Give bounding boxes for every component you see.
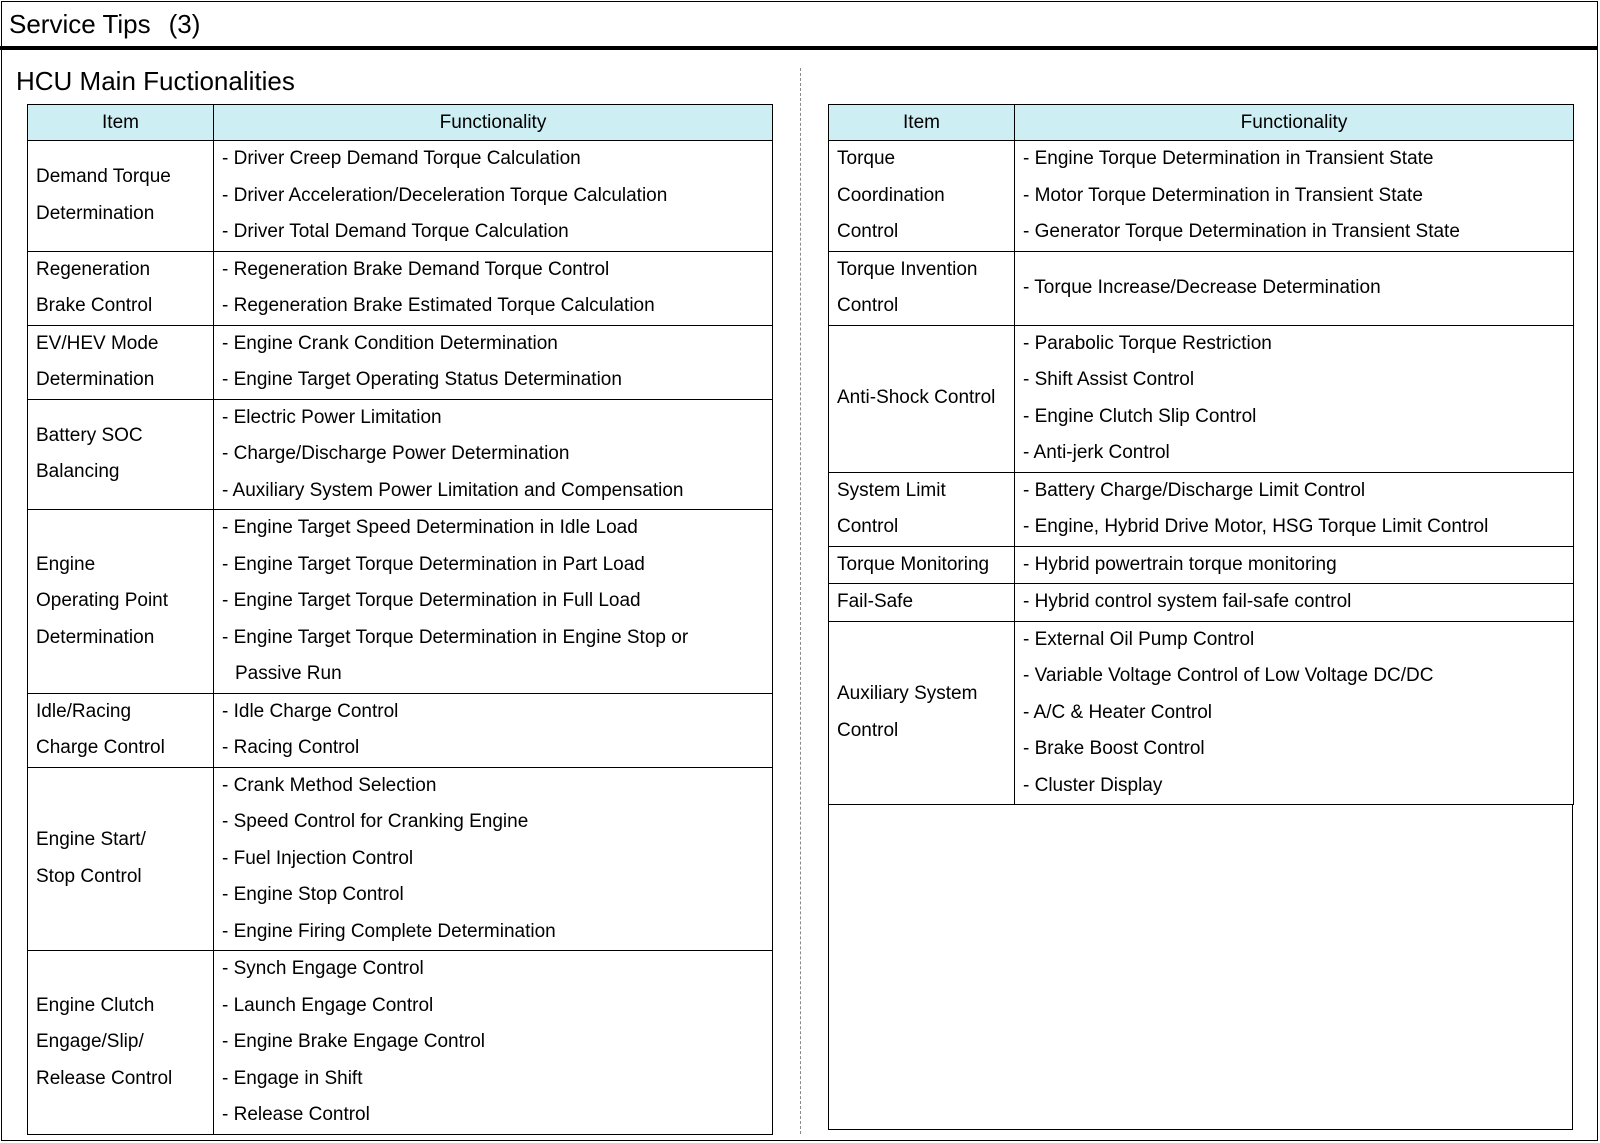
functionality-item: - Driver Total Demand Torque Calculation [222,221,569,242]
functionality-item: - Variable Voltage Control of Low Voltage DC/DC [1023,665,1434,686]
functionality-item: - Anti-jerk Control [1023,442,1170,463]
functionality-item: - Generator Torque Determination in Transient State [1023,221,1460,242]
table-row [28,693,773,767]
functionality-cell [1015,584,1574,622]
item-column-header: Item [829,105,1015,141]
title-label: Service Tips [9,9,151,39]
functionality-table-right [828,104,1574,805]
functionality-cell [1015,325,1574,472]
item-cell: Battery SOC Balancing [28,399,214,510]
functionality-item: - Regeneration Brake Demand Torque Control [222,258,610,280]
functionality-item: - Engine Target Torque Determination in Full Load [222,590,641,611]
functionality-column-header: Functionality [1015,105,1574,141]
table-row [28,325,773,399]
functionality-cell [214,510,773,694]
item-cell: Torque Coordination Control [829,141,1015,252]
item-cell: Engine Operating Point Determination [28,510,214,694]
item-cell: Auxiliary System Control [829,621,1015,805]
functionality-item: - Battery Charge/Discharge Limit Control [1023,479,1366,501]
functionality-item: - Engine Brake Engage Control [222,1031,485,1052]
functionality-item: - Motor Torque Determination in Transient State [1023,184,1423,206]
functionality-item: - Driver Acceleration/Deceleration Torque Calculation [222,184,668,206]
functionality-item: - Hybrid control system fail-safe control [1023,591,1352,612]
functionality-item: - Electric Power Limitation [222,406,442,428]
table-row [28,767,773,951]
item-cell: Regeneration Brake Control [28,251,214,325]
functionality-cell [214,693,773,767]
functionality-item: - Hybrid powertrain torque monitoring [1023,553,1337,575]
functionality-item: - Engine Target Speed Determination in Idle Load [222,517,638,538]
functionality-item: - Crank Method Selection [222,774,437,796]
functionality-item: - Charge/Discharge Power Determination [222,443,570,464]
functionality-item: - Torque Increase/Decrease Determination [1023,276,1381,298]
functionality-cell [214,325,773,399]
item-cell: EV/HEV Mode Determination [28,325,214,399]
functionality-cell [1015,546,1574,584]
functionality-item: - Auxiliary System Power Limitation and Compensation [222,479,684,501]
title-count: (3) [168,9,201,39]
table-row [829,141,1574,252]
table-body-right [829,141,1574,805]
item-cell: Engine Start/ Stop Control [28,767,214,951]
functionality-item: - External Oil Pump Control [1023,628,1255,650]
functionality-item: - Engine Target Operating Status Determination [222,369,622,390]
table-header-row [28,105,773,141]
functionality-item: - Parabolic Torque Restriction [1023,332,1272,354]
table-body-left [28,141,773,1135]
functionality-item: - Cluster Display [1023,774,1163,796]
column-divider [800,68,801,1134]
table-row [28,141,773,252]
functionality-cell [1015,141,1574,252]
functionality-cell [214,141,773,252]
table-row [28,399,773,510]
table-row [829,621,1574,805]
functionality-item: - Shift Assist Control [1023,369,1195,390]
functionality-item: - Fuel Injection Control [222,847,414,869]
functionality-item: - Brake Boost Control [1023,738,1205,759]
table-row [829,325,1574,472]
functionality-item: - Engine Target Torque Determination in Engine Stop or [222,626,689,648]
item-cell: Torque Invention Control [829,251,1015,325]
functionality-item: - Engine, Hybrid Drive Motor, HSG Torque Limit Control [1023,516,1489,537]
functionality-cell [214,767,773,951]
item-cell: Demand Torque Determination [28,141,214,252]
item-cell: System Limit Control [829,472,1015,546]
functionality-item: - Engine Stop Control [222,884,404,905]
functionality-cell [214,399,773,510]
functionality-cell [214,251,773,325]
page-title [9,8,200,40]
item-cell: Engine Clutch Engage/Slip/ Release Control [28,951,214,1135]
item-cell: Fail-Safe [829,584,1015,622]
functionality-item: - Engine Crank Condition Determination [222,332,558,354]
item-cell: Anti-Shock Control [829,325,1015,472]
functionality-item: - A/C & Heater Control [1023,701,1213,723]
functionality-item: - Synch Engage Control [222,958,424,979]
functionality-item: - Engine Firing Complete Determination [222,920,556,942]
table-row [28,251,773,325]
functionality-cell [214,951,773,1135]
table-row [829,584,1574,622]
table-row [829,472,1574,546]
functionality-item: - Engine Target Torque Determination in Part Load [222,553,645,575]
table-row [829,546,1574,584]
table-header-row [829,105,1574,141]
table-row [28,951,773,1135]
functionality-item: - Idle Charge Control [222,700,399,722]
functionality-cell [1015,621,1574,805]
table-row [28,510,773,694]
table-row [829,251,1574,325]
functionality-cell [1015,472,1574,546]
title-bar [0,0,1598,50]
functionality-item: Passive Run [235,663,342,684]
functionality-item: - Regeneration Brake Estimated Torque Calculation [222,295,655,316]
functionality-item: - Engine Clutch Slip Control [1023,405,1257,427]
functionality-item: - Launch Engage Control [222,994,434,1016]
functionality-item: - Release Control [222,1104,370,1125]
functionality-cell [1015,251,1574,325]
functionality-column-header: Functionality [214,105,773,141]
item-cell: Idle/Racing Charge Control [28,693,214,767]
functionality-item: - Speed Control for Cranking Engine [222,811,529,832]
functionality-item: - Engine Torque Determination in Transient State [1023,148,1434,169]
functionality-item: - Engage in Shift [222,1067,363,1089]
item-cell: Torque Monitoring [829,546,1015,584]
functionality-item: - Racing Control [222,737,360,758]
section-subtitle: HCU Main Fuctionalities [16,66,295,96]
functionality-item: - Driver Creep Demand Torque Calculation [222,148,581,169]
functionality-table-left [27,104,773,1135]
table-right-empty-area [828,805,1573,1130]
item-column-header: Item [28,105,214,141]
